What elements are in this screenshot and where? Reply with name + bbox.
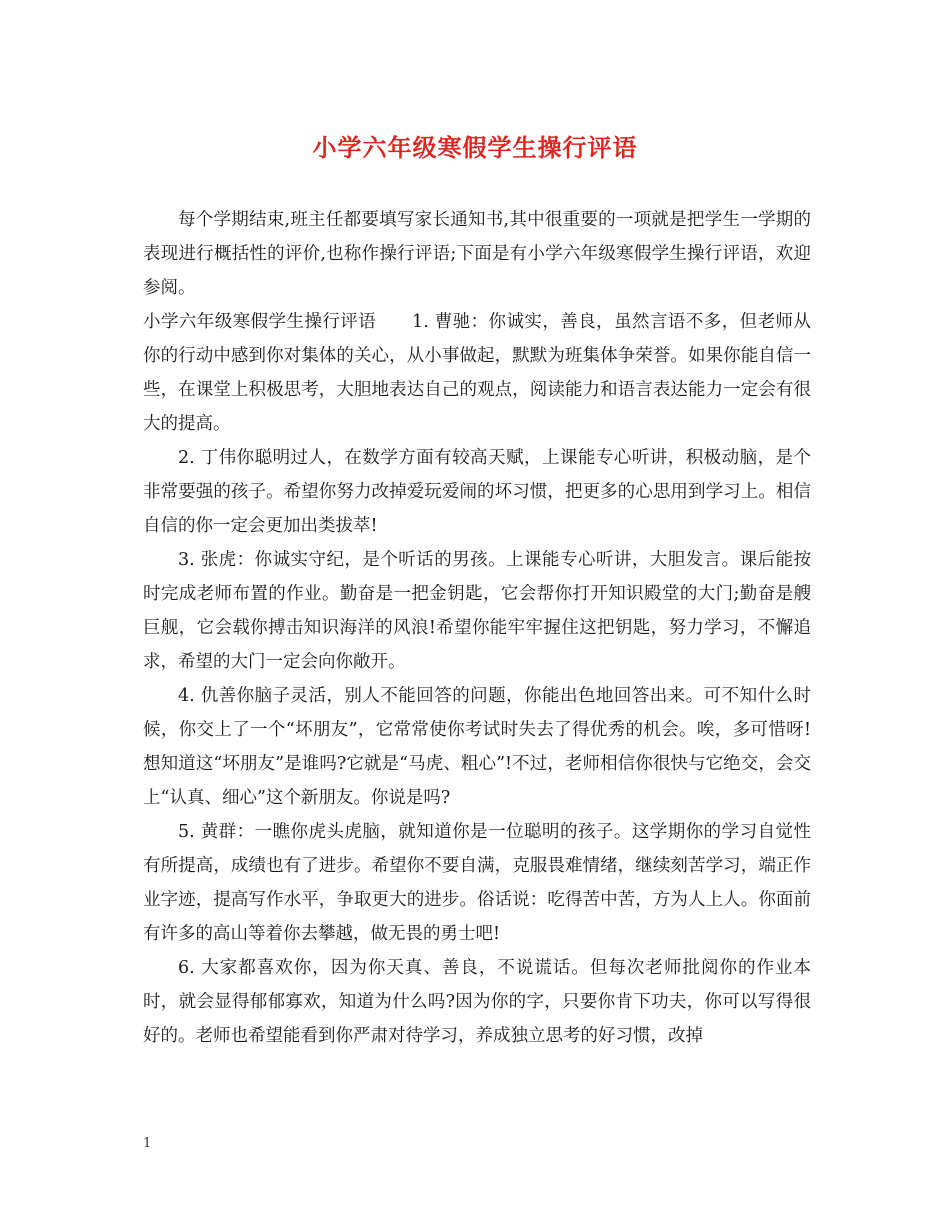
intro-paragraph: 每个学期结束,班主任都要填写家长通知书,其中很重要的一项就是把学生一学期的表现进行概括性的评价,也称作操行评语;下面是有小学六年级寒假学生操行评语，欢迎参阅。 — [143, 210, 811, 298]
page-number: 1 — [143, 1136, 152, 1151]
document-title: 小学六年级寒假学生操行评语 — [312, 133, 638, 162]
comment-paragraph-4: 4. 仇善你脑子灵活，别人不能回答的问题，你能出色地回答出来。可不知什么时候，你交上了一个“坏朋友”，它常常使你考试时失去了得优秀的机会。唉，多可惜呀!想知道这“坏朋友”是谁吗?它就是“马虎、粗心”!不过，老师相信你很快与它绝交，会交上“认真、细心”这个新朋友。你说是吗? — [143, 686, 811, 808]
comment-paragraph-3: 3. 张虎：你诚实守纪，是个听话的男孩。上课能专心听讲，大胆发言。课后能按时完成老师布置的作业。勤奋是一把金钥匙，它会帮你打开知识殿堂的大门;勤奋是艘巨舰，它会载你搏击知识海洋的风浪!希望你能牢牢握住这把钥匙，努力学习，不懈追求，希望的大门一定会向你敞开。 — [143, 550, 811, 672]
comment-paragraph-6: 6. 大家都喜欢你，因为你天真、善良，不说谎话。但每次老师批阅你的作业本时，就会显得郁郁寡欢，知道为什么吗?因为你的字，只要你肯下功夫，你可以写得很好的。老师也希望能看到你严肃对待学习，养成独立思考的好习惯，改掉 — [143, 958, 811, 1046]
comment-paragraph-1: 小学六年级寒假学生操行评语 1. 曹驰：你诚实，善良，虽然言语不多，但老师从你的行动中感到你对集体的关心，从小事做起，默默为班集体争荣誉。如果你能自信一些，在课堂上积极思考，大胆地表达自己的观点，阅读能力和语言表达能力一定会有很大的提高。 — [143, 312, 811, 434]
comment-paragraph-5: 5. 黄群：一瞧你虎头虎脑，就知道你是一位聪明的孩子。这学期你的学习自觉性有所提高，成绩也有了进步。希望你不要自满，克服畏难情绪，继续刻苦学习，端正作业字迹，提高写作水平，争取更大的进步。俗话说：吃得苦中苦，方为人上人。你面前有许多的高山等着你去攀越，做无畏的勇士吧! — [143, 822, 811, 944]
document-body — [143, 203, 811, 1053]
comment-paragraph-2: 2. 丁伟你聪明过人，在数学方面有较高天赋，上课能专心听讲，积极动脑，是个非常要强的孩子。希望你努力改掉爱玩爱闹的坏习惯，把更多的心思用到学习上。相信自信的你一定会更加出类拔萃! — [143, 448, 811, 536]
